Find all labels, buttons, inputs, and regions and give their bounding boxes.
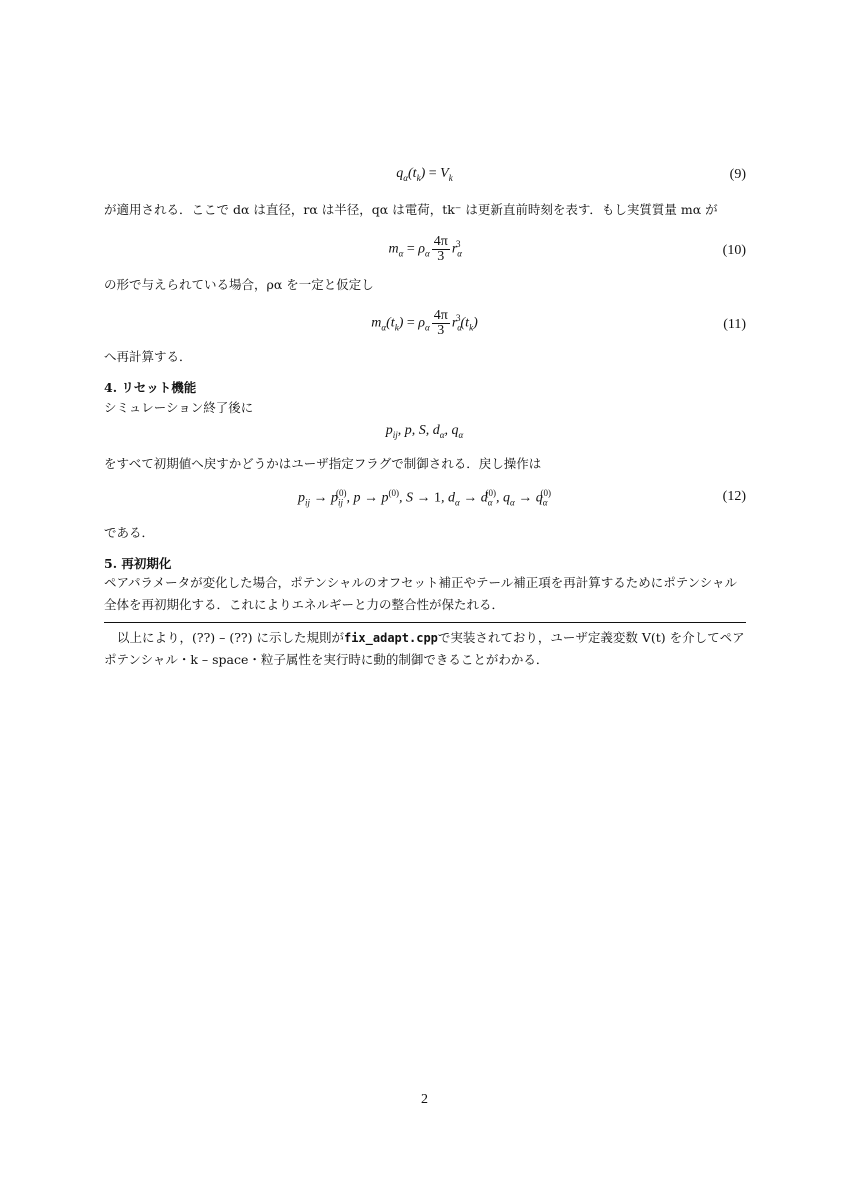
- paragraph-reset-flag: をすべて初期値へ戻すかどうかはユーザ指定フラグで制御される．戻し操作は: [104, 456, 542, 471]
- paragraph-assume-density: の形で与えられている場合，ρα を一定と仮定し: [104, 277, 374, 292]
- conclusion-text-b: で実装されており，ユーザ定義変数 V(t) を介してペアポテンシャル・k – space・粒子属性を実行時に動的制御できることがわかる．: [104, 630, 745, 667]
- paragraph-conclusion: [104, 627, 746, 671]
- equation-9: $q_\alpha(t_k) = V_k$: [396, 166, 453, 183]
- paragraph-is: である．: [104, 525, 155, 540]
- eq11-frac-den: 3: [437, 323, 445, 338]
- eq9-lhs: $q_\alpha(t_k)$: [396, 166, 426, 183]
- section-heading-reset: 4. リセット機能: [104, 380, 197, 395]
- eq10-frac-num: 4π: [433, 234, 448, 249]
- paragraph-recalc: へ再計算する．: [104, 349, 192, 364]
- eq10-frac-den: 3: [437, 249, 445, 264]
- equation-11: $m_\alpha(t_k) = \rho_\alpha$ $\frac{4\pi}{3}$ $r_\alpha^3(t_k)$: [371, 308, 478, 338]
- paragraph-reset-intro: シミュレーション終了後に: [104, 400, 254, 415]
- reset-variable-list: $p_{ij}$, p, S, $d_\alpha$, $q_\alpha$: [385, 423, 464, 440]
- page-number: 2: [421, 1092, 428, 1107]
- conclusion-text-a: 以上により，(??) – (??) に示した規則が: [117, 630, 344, 645]
- equation-12: $p_{ij} \to p_{ij}^{(0)}$, $p \to p^{(0)}$, S → 1, $d_\alpha \to d_\alpha^{(0)}$, $q_\alpha \to q_\alpha^{(0)}$: [298, 488, 551, 508]
- horizontal-rule: [104, 622, 746, 623]
- paragraph-definitions: が適用される．ここで dα は直径，rα は半径，qα は電荷，tk⁻ は更新直前時刻を表す．もし実質質量 mα が: [104, 202, 718, 217]
- eq9-rhs: $V_k$: [440, 166, 453, 183]
- equation-10: $m_\alpha = \rho_\alpha$ $\frac{4\pi}{3}$ $r_\alpha^3$: [388, 234, 462, 264]
- eq11-frac-num: 4π: [433, 308, 448, 323]
- section-heading-reinit: 5. 再初期化: [104, 556, 172, 571]
- equation-10-number: (10): [722, 243, 746, 258]
- paragraph-reinit: ペアパラメータが変化した場合，ポテンシャルのオフセット補正やテール補正項を再計算するためにポテンシャル全体を再初期化する．これによりエネルギーと力の整合性が保たれる．: [104, 575, 738, 612]
- equation-11-number: (11): [723, 317, 746, 332]
- equation-12-number: (12): [722, 489, 746, 504]
- equation-9-number: (9): [729, 167, 746, 182]
- code-filename: fix_adapt.cpp: [343, 631, 438, 645]
